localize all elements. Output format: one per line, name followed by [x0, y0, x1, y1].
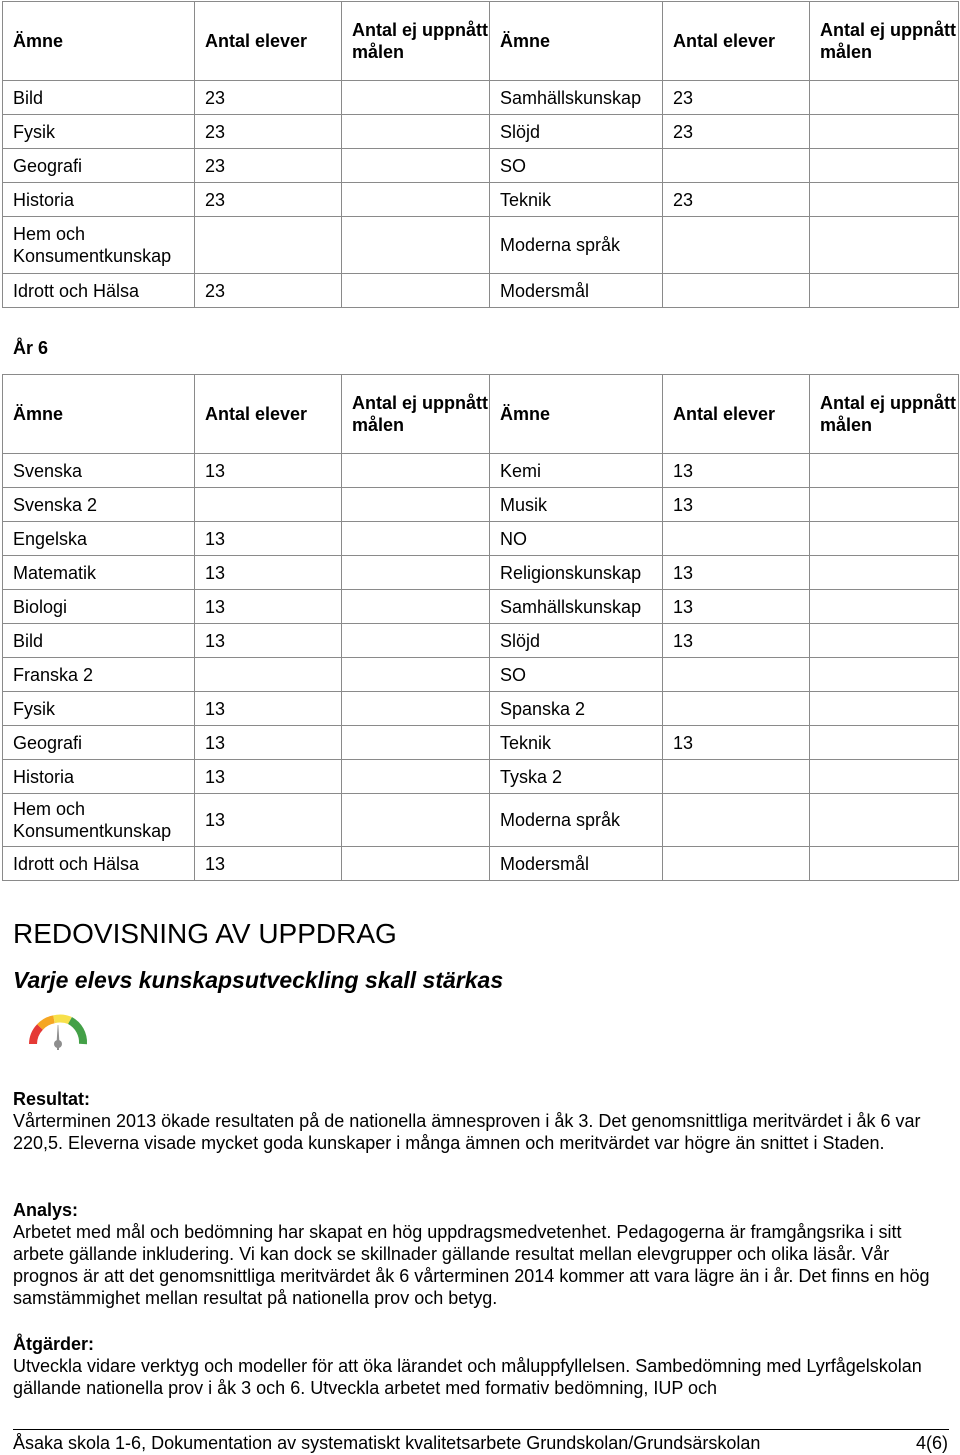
header-not-reached: Antal ej uppnått målen	[810, 2, 959, 81]
not-reached-cell	[810, 590, 959, 624]
subject-cell: Svenska 2	[3, 488, 195, 522]
not-reached-cell	[810, 794, 959, 847]
student-count-cell	[663, 692, 810, 726]
student-count-cell: 13	[195, 556, 342, 590]
header-subject: Ämne	[3, 2, 195, 81]
subject-cell: Biologi	[3, 590, 195, 624]
student-count-cell: 23	[195, 274, 342, 308]
subject-cell: Geografi	[3, 726, 195, 760]
table-row	[3, 149, 959, 183]
not-reached-cell	[342, 658, 490, 692]
table-row	[3, 847, 959, 881]
subject-cell: Musik	[490, 488, 663, 522]
subject-table-previous	[2, 1, 959, 308]
not-reached-cell	[810, 115, 959, 149]
student-count-cell	[663, 794, 810, 847]
student-count-cell	[663, 274, 810, 308]
student-count-cell: 13	[663, 726, 810, 760]
not-reached-cell	[342, 726, 490, 760]
subject-cell: Religionskunskap	[490, 556, 663, 590]
subject-cell: Fysik	[3, 115, 195, 149]
subject-cell: Historia	[3, 760, 195, 794]
subject-table-year-6	[2, 374, 959, 881]
student-count-cell: 13	[195, 760, 342, 794]
result-label: Resultat:	[13, 1089, 91, 1109]
not-reached-cell	[810, 847, 959, 881]
table-row	[3, 556, 959, 590]
table-row	[3, 488, 959, 522]
result-section	[13, 1088, 949, 1154]
subject-cell: Modersmål	[490, 847, 663, 881]
analysis-section	[13, 1199, 949, 1309]
not-reached-cell	[342, 454, 490, 488]
not-reached-cell	[342, 274, 490, 308]
student-count-cell: 23	[663, 183, 810, 217]
year-6-heading: År 6	[13, 338, 49, 358]
not-reached-cell	[342, 149, 490, 183]
student-count-cell: 13	[195, 692, 342, 726]
table-row	[3, 726, 959, 760]
not-reached-cell	[342, 692, 490, 726]
table-row	[3, 115, 959, 149]
table-row	[3, 794, 959, 847]
subject-cell: Hem och Konsumentkunskap	[3, 794, 195, 847]
subject-cell: Teknik	[490, 726, 663, 760]
student-count-cell: 13	[663, 556, 810, 590]
not-reached-cell	[342, 556, 490, 590]
analysis-text: Arbetet med mål och bedömning har skapat en hög uppdragsmedvetenhet. Pedagogerna är framgångsrika i sitt arbete gällande inkludering. Vi kan dock se skillnader gällande resultat mellan elevgrupper och olika läsår. Vår prognos är att det genomsnittliga meritvärdet åk 6 vårterminen 2014 kommer att vara lägre än i år. Det finns en hög samstämmighet mellan resultat på nationella prov och betyg.	[13, 1222, 930, 1308]
table-row	[3, 183, 959, 217]
student-count-cell: 13	[663, 624, 810, 658]
not-reached-cell	[810, 217, 959, 274]
not-reached-cell	[810, 658, 959, 692]
table-row	[3, 624, 959, 658]
subject-cell: Moderna språk	[490, 217, 663, 274]
subject-cell: Idrott och Hälsa	[3, 274, 195, 308]
student-count-cell: 23	[195, 115, 342, 149]
student-count-cell: 23	[195, 149, 342, 183]
subject-cell: Samhällskunskap	[490, 590, 663, 624]
subject-cell: Idrott och Hälsa	[3, 847, 195, 881]
footer-divider	[13, 1429, 949, 1430]
header-student-count: Antal elever	[663, 375, 810, 454]
table-row	[3, 590, 959, 624]
subject-cell: Hem och Konsumentkunskap	[3, 217, 195, 274]
table-header-row	[3, 2, 959, 81]
actions-text: Utveckla vidare verktyg och modeller för att öka lärandet och måluppfyllelsen. Sambedömning med Lyrfågelskolan gällande nationella prov i åk 3 och 6. Utveckla arbetet med formativ bedömning, IUP och	[13, 1356, 922, 1398]
not-reached-cell	[810, 454, 959, 488]
table-row	[3, 274, 959, 308]
not-reached-cell	[810, 274, 959, 308]
table-row	[3, 522, 959, 556]
student-count-cell: 23	[663, 115, 810, 149]
subject-cell: Matematik	[3, 556, 195, 590]
footer-page-number: 4(6)	[915, 1433, 948, 1453]
subject-cell: Spanska 2	[490, 692, 663, 726]
not-reached-cell	[810, 81, 959, 115]
subject-cell: Slöjd	[490, 115, 663, 149]
actions-section	[13, 1333, 949, 1399]
student-count-cell: 13	[195, 590, 342, 624]
student-count-cell: 13	[195, 522, 342, 556]
header-student-count: Antal elever	[195, 375, 342, 454]
subject-cell: SO	[490, 149, 663, 183]
student-count-cell	[663, 658, 810, 692]
analysis-label: Analys:	[13, 1200, 79, 1220]
not-reached-cell	[342, 794, 490, 847]
not-reached-cell	[342, 624, 490, 658]
subject-cell: NO	[490, 522, 663, 556]
not-reached-cell	[810, 692, 959, 726]
header-subject: Ämne	[490, 375, 663, 454]
header-student-count: Antal elever	[663, 2, 810, 81]
student-count-cell	[663, 149, 810, 183]
speedometer-gauge-icon	[27, 1013, 89, 1051]
not-reached-cell	[342, 590, 490, 624]
student-count-cell	[195, 488, 342, 522]
student-count-cell	[663, 847, 810, 881]
report-title: REDOVISNING AV UPPDRAG	[13, 918, 397, 949]
not-reached-cell	[810, 624, 959, 658]
table-header-row	[3, 375, 959, 454]
student-count-cell	[195, 658, 342, 692]
subject-cell: Bild	[3, 81, 195, 115]
table-row	[3, 217, 959, 274]
not-reached-cell	[342, 115, 490, 149]
subject-cell: Tyska 2	[490, 760, 663, 794]
header-not-reached: Antal ej uppnått målen	[342, 375, 490, 454]
student-count-cell	[663, 760, 810, 794]
subject-cell: Fysik	[3, 692, 195, 726]
report-subtitle: Varje elevs kunskapsutveckling skall stärkas	[13, 967, 504, 993]
not-reached-cell	[342, 522, 490, 556]
subject-cell: Franska 2	[3, 658, 195, 692]
header-not-reached: Antal ej uppnått målen	[342, 2, 490, 81]
table-row	[3, 658, 959, 692]
student-count-cell: 13	[195, 794, 342, 847]
not-reached-cell	[810, 149, 959, 183]
header-subject: Ämne	[490, 2, 663, 81]
subject-cell: Modersmål	[490, 274, 663, 308]
not-reached-cell	[342, 847, 490, 881]
table-row	[3, 760, 959, 794]
student-count-cell: 13	[195, 454, 342, 488]
header-student-count: Antal elever	[195, 2, 342, 81]
footer-document-title: Åsaka skola 1-6, Dokumentation av systematiskt kvalitetsarbete Grundskolan/Grundsärskolan	[13, 1433, 761, 1453]
student-count-cell	[663, 217, 810, 274]
header-not-reached: Antal ej uppnått målen	[810, 375, 959, 454]
subject-cell: SO	[490, 658, 663, 692]
subject-cell: Geografi	[3, 149, 195, 183]
not-reached-cell	[342, 81, 490, 115]
not-reached-cell	[810, 488, 959, 522]
not-reached-cell	[342, 217, 490, 274]
not-reached-cell	[810, 556, 959, 590]
table-row	[3, 692, 959, 726]
subject-cell: Svenska	[3, 454, 195, 488]
not-reached-cell	[810, 522, 959, 556]
student-count-cell: 13	[663, 488, 810, 522]
student-count-cell	[195, 217, 342, 274]
student-count-cell: 13	[195, 847, 342, 881]
subject-cell: Bild	[3, 624, 195, 658]
student-count-cell: 13	[195, 624, 342, 658]
student-count-cell	[663, 522, 810, 556]
subject-cell: Engelska	[3, 522, 195, 556]
subject-cell: Historia	[3, 183, 195, 217]
subject-cell: Teknik	[490, 183, 663, 217]
subject-cell: Kemi	[490, 454, 663, 488]
not-reached-cell	[810, 726, 959, 760]
not-reached-cell	[342, 760, 490, 794]
result-text: Vårterminen 2013 ökade resultaten på de nationella ämnesproven i åk 3. Det genomsnittliga meritvärdet i åk 6 var 220,5. Eleverna visade mycket goda kunskaper i många ämnen och meritvärdet var högre än snittet i Staden.	[13, 1111, 921, 1153]
header-subject: Ämne	[3, 375, 195, 454]
student-count-cell: 23	[663, 81, 810, 115]
student-count-cell: 23	[195, 81, 342, 115]
not-reached-cell	[342, 488, 490, 522]
subject-cell: Moderna språk	[490, 794, 663, 847]
subject-cell: Slöjd	[490, 624, 663, 658]
student-count-cell: 13	[195, 726, 342, 760]
not-reached-cell	[810, 760, 959, 794]
table-row	[3, 81, 959, 115]
student-count-cell: 23	[195, 183, 342, 217]
student-count-cell: 13	[663, 454, 810, 488]
actions-label: Åtgärder:	[13, 1334, 95, 1354]
table-row	[3, 454, 959, 488]
student-count-cell: 13	[663, 590, 810, 624]
subject-cell: Samhällskunskap	[490, 81, 663, 115]
not-reached-cell	[810, 183, 959, 217]
not-reached-cell	[342, 183, 490, 217]
